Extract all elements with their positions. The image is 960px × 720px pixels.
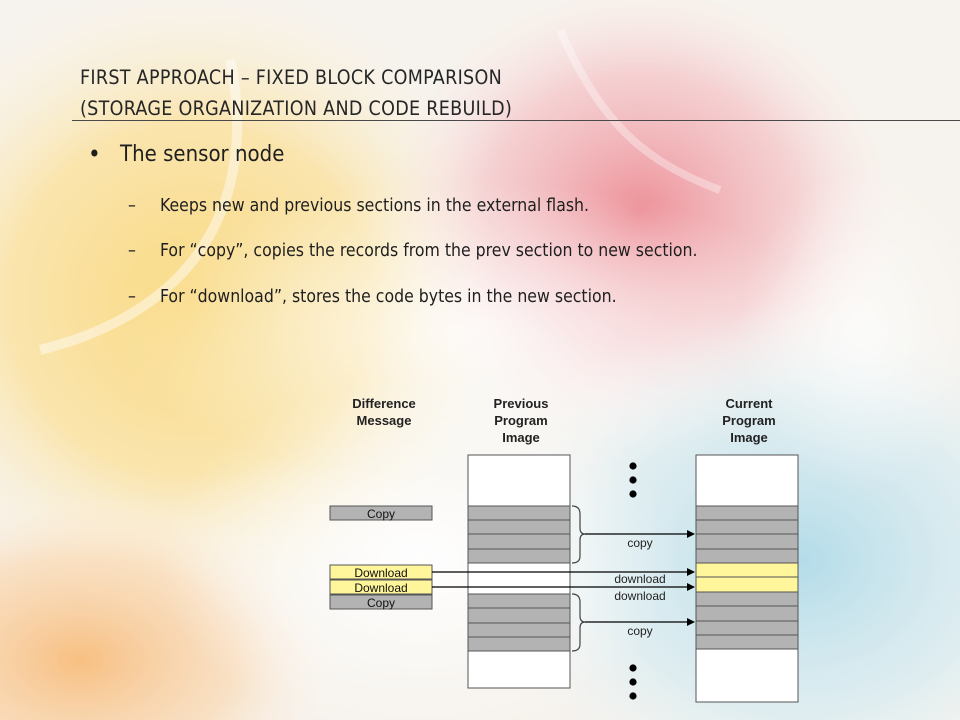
bullet-text: The sensor node xyxy=(120,142,285,167)
header-current-line1: Current xyxy=(725,396,773,411)
message-label-copy: Copy xyxy=(366,596,396,610)
dash-icon: – xyxy=(128,241,136,261)
header-current-line2: Program xyxy=(722,413,776,428)
dash-icon: – xyxy=(128,196,136,216)
header-previous-line1: Previous xyxy=(493,396,549,411)
arrow-label-copy: copy xyxy=(627,624,653,638)
dash-icon: – xyxy=(128,287,136,307)
sub-bullet-text: For “download”, stores the code bytes in the new section. xyxy=(160,287,617,307)
header-previous-line2: Program xyxy=(494,413,548,428)
current-program-image xyxy=(696,455,798,702)
sub-bullet-text: Keeps new and previous sections in the external flash. xyxy=(160,196,590,216)
sub-bullet-text: For “copy”, copies the records from the prev section to new section. xyxy=(160,241,698,261)
bullet-dot-icon: • xyxy=(88,140,101,168)
header-current-line3: Image xyxy=(730,430,768,445)
difference-message xyxy=(330,506,432,610)
header-previous-line3: Image xyxy=(502,430,540,445)
message-label-copy: Copy xyxy=(366,507,396,521)
brace-icon xyxy=(572,594,585,651)
message-label-download: Download xyxy=(354,581,408,595)
brace-icon xyxy=(572,506,585,563)
title-line-2: (STORAGE ORGANIZATION AND CODE REBUILD) xyxy=(80,97,513,120)
arrow-label-download: download xyxy=(614,572,666,586)
header-difference-line1: Difference xyxy=(352,396,416,411)
header-difference-line2: Message xyxy=(356,413,412,428)
arrow-label-download: download xyxy=(614,589,666,603)
title-line-1: FIRST APPROACH – FIXED BLOCK COMPARISON xyxy=(80,66,503,89)
message-label-download: Download xyxy=(354,566,408,580)
arrow-label-copy: copy xyxy=(627,536,653,550)
